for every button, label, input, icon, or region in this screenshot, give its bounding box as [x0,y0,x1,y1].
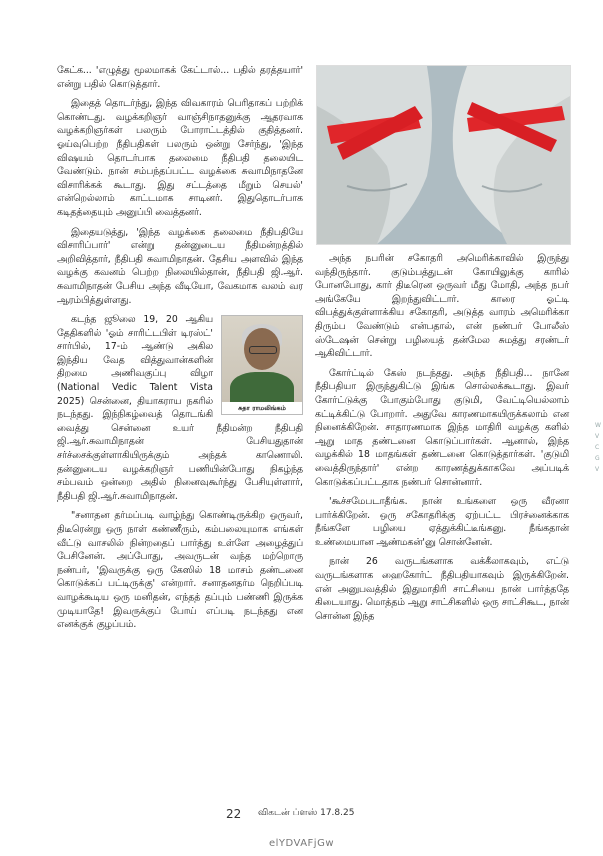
magazine-issue: விகடன் ப்ளஸ் 17.8.25 [258,808,355,818]
article-paragraph: இதைத் தொடர்ந்து, இந்த விவகாரம் பெரிதாகப் பற்றிக் கொண்டது. வழக்கறிஞர் வாஞ்சிநாதனுக்கு ஆதரவாக வழக்கறிஞர்கள் பலரும் போராட்டத்தில் குதித்தனர். ஓய்வுபெற்ற நீதிபதிகள் பலரும் ஒன்று சேர்ந்து, 'இந்த விஷயம் தொடர்பாக தலைமை நீதிபதி தலையிட வேண்டும். நான் சம்பந்தப்பட்ட வழக்கை சுவாமிநாதனே விசாரிக்கக் கூடாது. இது சட்டத்தை மீறும் செயல்' என்றெல்லாம் காட்டமாக சாடினர். இதுதொடர்பாக கடிதத்தையும் அனுப்பி வைத்தனர். [57,98,303,218]
author-photo [221,315,303,415]
page-number: 22 [226,807,242,821]
article-right-column [315,252,569,629]
article-paragraph: நான் 26 வருடங்களாக வக்கீலாகவும், எட்டு வருடங்களாக ஹைகோர்ட் நீதிபதியாகவும் இருக்கிறேன். என் அனுபவத்தில் இதுமாதிரி சாட்சியை நான் பார்த்ததே கிடையாது. மொத்தம் ஆறு சாட்சிகளில் ஒரு சாட்சிகூட, நான் சொன்ன இந்த [315,556,569,622]
side-mark: W V C G V [595,422,601,473]
article-paragraph: "சனாதன தர்மப்படி வாழ்ந்து கொண்டிருக்கிற ஒருவர், திடீரென்று ஒரு நாள் கண்ணீரும், கம்பலையுமாக எங்கள் வீட்டு வாசலில் நின்றதைப் பார்த்து உள்ளே அழைத்துப் பேசினேன். அப்போது, அவருடன் வந்த மற்றொரு நண்பர், 'இவருக்கு ஒரு கேஸில் 18 மாசம் தண்டனை கொடுக்கப் பட்டிருக்கு' என்றார். சனாதனதர்ம நெறிப்படி வாழக்கூடிய ஒரு மனிதன், எந்தத் தப்பும் பண்ணி இருக்க முடியாதே! இவருக்குப் போய் எப்படி நடந்தது என எனக்குக் குழப்பம். [57,510,303,631]
article-paragraph: கடந்த ஜூலை 19, 20 ஆகிய தேதிகளில் 'ஓம் சாரிட்டபிள் டிரஸ்ட்' சார்பில், 17-ம் ஆண்டு அகில இந்திய வேத வித்துவான்களின் திறமை அணிவகுப்பு விழா (National Vedic Talent Vista 2025) சென்னை, தியாகராய நகரில் நடந்தது. இந்நிகழ்வைத் தொடங்கி வைத்து சென்னை உயர் நீதிமன்ற நீதிபதி ஜி.ஆர்.சுவாமிநாதன் பேசியதுதான் சர்ச்சைக்குள்ளாகியிருக்கும் அந்தக் காணொலி. தன்னுடைய வழக்கறிஞர் பணியின்போது நிகழ்ந்த சம்பவம் ஒன்றை அதில் நினைவுகூர்ந்து பேசியுள்ளார், நீதிபதி ஜி.ஆர்.சுவாமிநாதன். [57,314,303,502]
taped-mouths-illustration [316,65,571,245]
article-left-column [57,64,303,638]
article-paragraph: கேட்க... 'எழுத்து மூலமாகக் கேட்டால்... பதில் தரத்தயார்' என்று பதில் கொடுத்தார். [57,65,303,90]
article-paragraph: கோர்ட்டில் கேஸ் நடந்தது. அந்த நீதிபதி... நானே நீதிபதியா இருந்துகிட்டு இங்க சொல்லக்கூடாது. இவர் கோர்ட்டுக்கு போகும்போது குடுமி, வேட்டியெல்லாம் கட்டிக்கிட்டு போறார். அதுவே காரணமாகயிருக்கலாம் என நினைக்கிறேன். சாதாரணமாக இந்த மாதிரி வழக்கு களில் ஆறு மாத தண்டனை கொடுப்பார்கள். ஆனால், இந்த வழக்கில் 18 மாதங்கள் தண்டனை கொடுத்தார்கள். 'குடுமி வைத்திருந்தார்' என்ற காரணத்துக்காகவே அப்படிக் கொடுக்கப்பட்டதாக நண்பர் சொன்னார். [315,367,569,488]
photo-caption: சுதா ராமலிங்கம் [238,404,286,413]
article-paragraph: அந்த நபரின் சகோதரி அமெரிக்காவில் இருந்து வந்திருந்தார். குடும்பத்துடன் கோயிலுக்கு காரில் போனபோது, கார் திடீரென ஒருவர் மீது மோதி, அந்த நபர் அங்கேயே இறந்துவிட்டார். காரை ஓட்டி விபத்துக்குள்ளாக்கிய சகோதரி, அடுத்த வாரம் அமெரிக்கா திரும்ப வேண்டும் என்பதால், என் நண்பர் போலீஸ் ஸ்டேஷன் சென்று பழியைத் தன்மேல சுமத்து சரண்டர் ஆகிவிட்டார். [315,253,569,360]
watermark: elYDVAFjGw [268,838,335,849]
article-paragraph: இதையடுத்து, 'இந்த வழக்கை தலைமை நீதிபதியே விசாரிப்பார்' என்று தன்னுடைய நீதிமன்றத்தில் அறிவித்தார், நீதிபதி சுவாமிநாதன். தேசிய அளவில் இந்த வழக்கு கவனம் பெற்ற நிலையில்தான், நீதிபதி ஜி.ஆர். சுவாமிநாதன் பேசிய அந்த வீடியோ, வேகமாக வலம் வர ஆரம்பித்துள்ளது. [57,226,303,306]
portrait-image [222,316,302,402]
article-paragraph: 'கூச்சமேபடாதீங்க. நான் உங்களை ஒரு வீரனா பார்க்கிறேன். ஒரு சகோதரிக்கு ஏற்பட்ட பிரச்னைக்காக நீங்களே பழியை ஏத்துக்கிட்டீங்கனு. நீங்கதான் உண்மையான ஆண்மகன்'னு சொன்னேன். [315,496,569,548]
